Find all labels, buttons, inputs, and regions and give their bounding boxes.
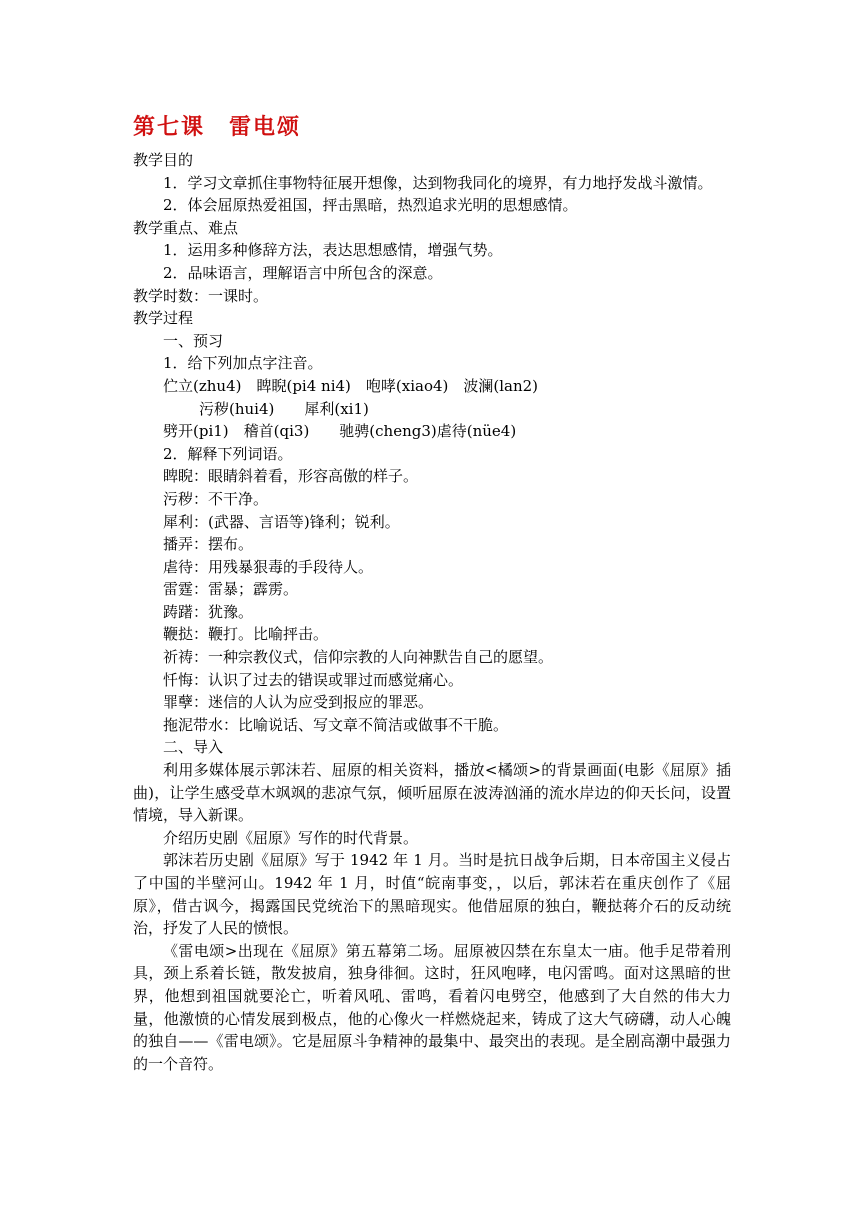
intro-paragraph-1: 利用多媒体展示郭沫若、屈原的相关资料，播放<橘颂>的背景画面(电影《屈原》插曲)，让学生感受草木飒飒的悲凉气氛，倾听屈原在波涛汹涌的流水岸边的仰天长问，设置情境，导入新课。: [133, 761, 731, 825]
word-definition: 污秽：不干净。: [163, 489, 269, 508]
key-2: 2．品味语言，理解语言中所包含的深意。: [163, 263, 443, 282]
word-definition: 祈祷：一种宗教仪式，信仰宗教的人向神默告自己的愿望。: [163, 648, 554, 667]
key-heading: 教学重点、难点: [133, 218, 239, 237]
intro-paragraph-2: 介绍历史剧《屈原》写作的时代背景。: [163, 828, 419, 847]
goal-1: 1．学习文章抓住事物特征展开想像，达到物我同化的境界，有力地抒发战斗激情。: [163, 173, 713, 192]
word-definition: 播弄：摆布。: [163, 535, 254, 554]
word-definition: 鞭挞：鞭打。比喻抨击。: [163, 625, 329, 644]
word-definition: 拖泥带水：比喻说话、写文章不简洁或做事不干脆。: [163, 715, 509, 734]
word-definition: 虐待：用残暴狠毒的手段待人。: [163, 557, 374, 576]
document-page: [133, 112, 731, 1075]
goal-2: 2．体会屈原热爱祖国，抨击黑暗，热烈追求光明的思想感情。: [163, 196, 578, 215]
word-definition: 忏悔：认识了过去的错误或罪过而感觉痛心。: [163, 670, 464, 689]
goals-heading: 教学目的: [133, 151, 194, 169]
key-1: 1．运用多种修辞方法，表达思想感情，增强气势。: [163, 241, 503, 260]
word-definition: 踌躇：犹豫。: [163, 602, 254, 621]
word-definition: 雷霆：雷暴；霹雳。: [163, 580, 299, 599]
word-definition: 罪孽：迷信的人认为应受到报应的罪恶。: [163, 693, 434, 712]
pinyin-line-2: 污秽(hui4) 犀利(xi1): [199, 399, 369, 418]
intro-paragraph-3: 郭沫若历史剧《屈原》写于 1942 年 1 月。当时是抗日战争后期，日本帝国主义侵占了中国的半壁河山。1942 年 1 月，时值“皖南事变，，以后，郭沫若在重庆创作了《屈原》，借古讽今，揭露国民党统治下的黑暗现实。他借屈原的独白，鞭挞蒋介石的反动统治，抒发了人民的愤恨。: [133, 851, 731, 938]
preview-question-2: 2．解释下列词语。: [163, 444, 293, 463]
word-definition: 犀利：(武器、言语等)锋利；锐利。: [163, 512, 400, 531]
preview-heading: 一、预习: [163, 331, 224, 350]
teaching-hours: 教学时数：一课时。: [133, 286, 269, 305]
word-definition: 睥睨：眼睛斜着看，形容高傲的样子。: [163, 467, 419, 486]
intro-heading: 二、导入: [163, 738, 224, 757]
lesson-title: 第七课 雷电颂: [133, 114, 302, 140]
pinyin-line-1: 伫立(zhu4) 睥睨(pi4 ni4) 咆哮(xiao4) 波澜(lan2): [163, 376, 539, 395]
intro-paragraph-4: 《雷电颂>出现在《屈原》第五幕第二场。屈原被囚禁在东皇太一庙。他手足带着刑具，颈上系着长链，散发披肩，独身徘徊。这时，狂风咆哮，电闪雷鸣。面对这黑暗的世界，他想到祖国就要沦亡，听着风吼、雷鸣，看着闪电劈空，他感到了大自然的伟大力量，他激愤的心情发展到极点，他的心像火一样燃烧起来，铸成了这大气磅礴，动人心魄的独自——《雷电颂》。它是屈原斗争精神的最集中、最突出的表现。是全剧高潮中最强力的一个音符。: [133, 941, 731, 1073]
pinyin-line-3: 劈开(pi1) 稽首(qi3) 驰骋(cheng3)虐待(nüe4): [163, 422, 517, 441]
process-heading: 教学过程: [133, 309, 194, 328]
preview-question-1: 1．给下列加点字注音。: [163, 354, 323, 373]
